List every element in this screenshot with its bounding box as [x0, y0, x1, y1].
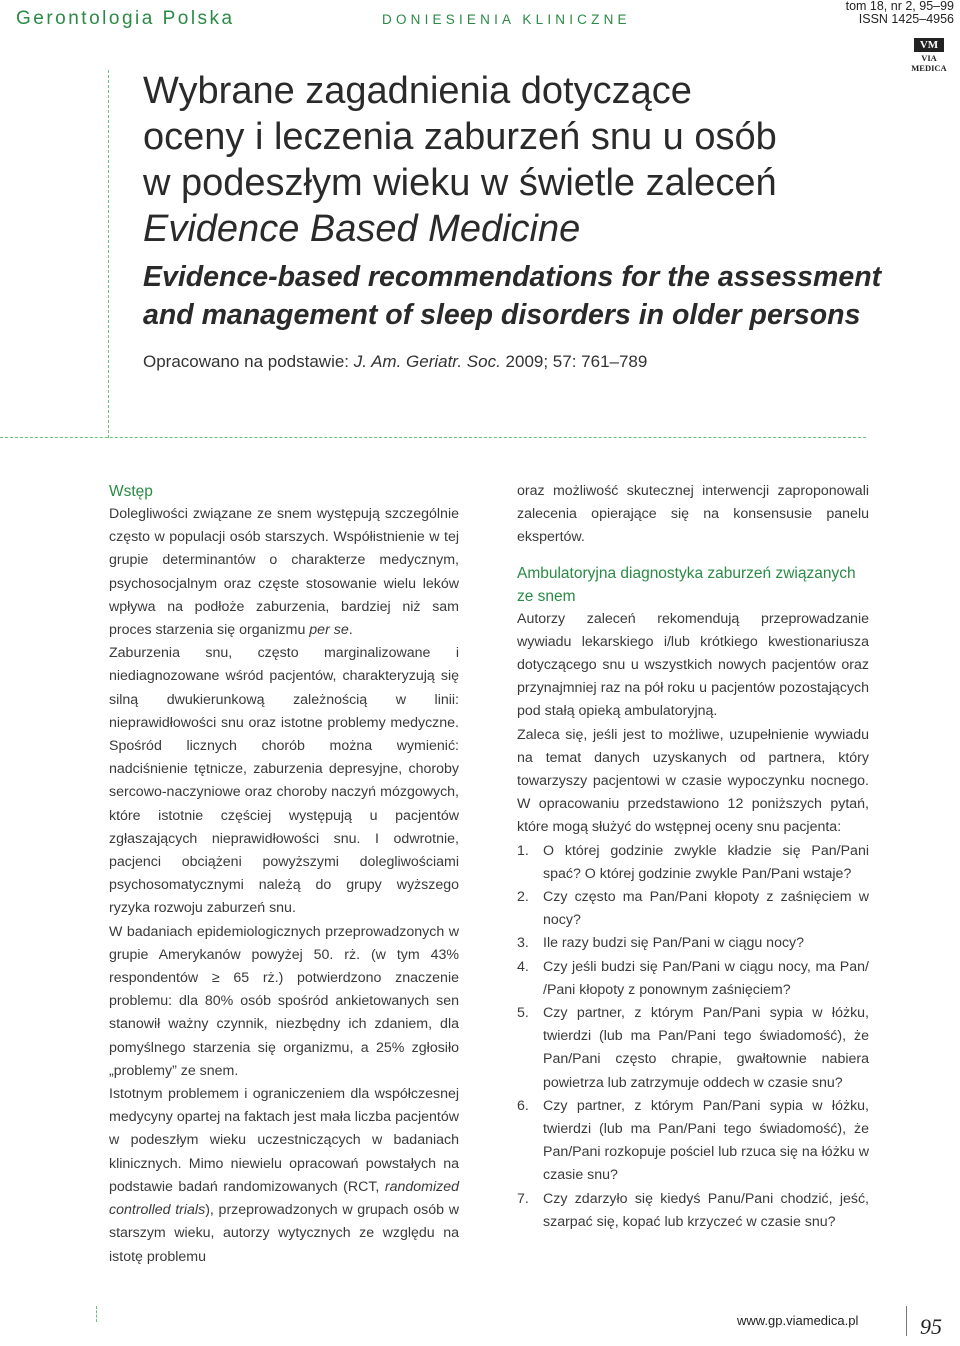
website-link[interactable]: www.gp.viamedica.pl: [737, 1313, 859, 1328]
subtitle-line: and management of sleep disorders in older persons: [143, 299, 861, 331]
paragraph-italic: per se: [309, 622, 349, 639]
paragraph: oraz możliwość skutecznej interwencji zaproponowali zalecenia opierające się na konsensusie panelu ekspertów.: [517, 483, 869, 546]
question-text: Czy partner, z którym Pan/Pani sypia w łóżku, twierdzi (lub ma Pan/Pani tego świadomość), że Pan/Pani często chrapie, gwałtownie nabiera powietrza lub zatrzymuje oddech w czasie snu?: [543, 1005, 869, 1091]
question-item: [517, 1188, 869, 1234]
question-text: Czy często ma Pan/Pani kłopoty z zaśnięciem w nocy?: [543, 889, 869, 929]
paragraph-text: Istotnym problemem i ograniczeniem dla współczesnej medycyny opartej na faktach jest mała liczba pacjentów w podeszłym wieku uczestniczących w badaniach klinicznych. Mimo niewielu opracowań powstałych na podstawie badań randomizowanych (RCT,: [109, 1086, 459, 1195]
right-column: [517, 480, 869, 1234]
article-subtitle: [143, 258, 923, 334]
question-list: [517, 840, 869, 1234]
question-number: 6.: [517, 1097, 529, 1114]
question-item: [517, 956, 869, 1002]
volume-info: [846, 0, 954, 26]
source-journal: J. Am. Geriatr. Soc.: [353, 352, 501, 371]
question-text: Czy zdarzyło się kiedyś Panu/Pani chodzić, jeść, szarpać się, kopać lub krzyczeć w czasie snu?: [543, 1190, 869, 1230]
article-title: [143, 68, 903, 252]
paragraph: Autorzy zaleceń rekomendują przeprowadzanie wywiadu lekarskiego i/lub krótkiego kwestionariusza dotyczącego snu u wszystkich nowych pacjentów oraz przynajmniej raz na pół roku u pacjentów pozostających pod stałą opieką ambulatoryjną.: [517, 610, 869, 720]
horizontal-dashed-rule: [0, 437, 866, 438]
publisher-mark: VM: [914, 38, 944, 52]
question-number: 4.: [517, 958, 529, 975]
volume-line: tom 18, nr 2, 95–99: [845, 0, 954, 13]
paragraph: [109, 1083, 459, 1269]
section-heading-intro: Wstęp: [109, 483, 153, 500]
question-item: [517, 1095, 869, 1188]
paragraph: W badaniach epidemiologicznych przeprowadzonych w grupie Amerykanów powyżej 50. rż. (w tym 43% respondentów ≥ 65 rż.) potwierdzono znaczenie problemu: dla 80% osób spośród ankietowanych sen stanowił ważny czynnik, niezbędny ich zdaniem, dla pomyślnego starzenia się organizmu, a 25% zgłosiło „problemy” ze snem.: [109, 923, 459, 1079]
title-line: w podeszłym wieku w świetle zaleceń: [143, 162, 777, 204]
section-heading-diagnostics: Ambulatoryjna diagnostyka zaburzeń związanych ze snem: [517, 564, 856, 605]
left-column: [109, 480, 459, 1269]
title-line: Wybrane zagadnienia dotyczące: [143, 70, 692, 112]
question-number: 3.: [517, 935, 529, 952]
paragraph: [109, 503, 459, 642]
source-citation: [143, 352, 647, 372]
publisher-logo: [904, 38, 954, 73]
source-prefix: Opracowano na podstawie:: [143, 352, 354, 371]
page-number: 95: [920, 1314, 942, 1339]
question-text: Ile razy budzi się Pan/Pani w ciągu nocy?: [543, 935, 805, 952]
publisher-name: VIA MEDICA: [911, 53, 947, 73]
question-text: O której godzinie zwykle kładzie się Pan/Pani spać? O której godzinie zwykle Pan/Pani wstaje?: [543, 842, 869, 882]
title-line: oceny i leczenia zaburzeń snu u osób: [143, 116, 777, 158]
question-text: Czy jeśli budzi się Pan/Pani w ciągu nocy, ma Pan/ /Pani kłopoty z ponownym zaśnięciem?: [543, 958, 869, 998]
question-item: [517, 1002, 869, 1095]
question-item: [517, 886, 869, 932]
footer-divider: [906, 1306, 907, 1336]
issn-line: ISSN 1425–4956: [858, 12, 954, 26]
question-number: 7.: [517, 1190, 529, 1207]
question-text: Czy partner, z którym Pan/Pani sypia w łóżku, twierdzi (lub ma Pan/Pani tego świadomość), że Pan/Pani rozkopuje pościel lub rzuca się na łóżku w czasie snu?: [543, 1097, 869, 1184]
paragraph-text: Dolegliwości związane ze snem występują szczególnie często w populacji osób starszych. Współistnienie w tej grupie determinantów o charakterze medycznym, psychosocjalnym oraz częste stosowanie wielu leków wpływa na podłoże zaburzenia, bardziej niż sam proces starzenia się organizmu: [109, 506, 459, 639]
subtitle-line: Evidence-based recommendations for the assessment: [143, 261, 882, 293]
paragraph: Zaleca się, jeśli jest to możliwe, uzupełnienie wywiadu na temat danych uzyskanych od partnera, który towarzyszy pacjentowi w czasie wypoczynku nocnego. W opracowaniu przedstawiono 12 poniższych pytań, które mogą służyć do wstępnej oceny snu pacjenta:: [517, 726, 869, 836]
question-item: [517, 840, 869, 886]
question-number: 5.: [517, 1005, 529, 1022]
paragraph-text: ), przeprowadzonych w grupach osób w starszym wieku, autorzy wytycznych ze względu na istotę problemu: [109, 1202, 459, 1265]
journal-name: Gerontologia Polska: [16, 8, 235, 29]
paragraph: Zaburzenia snu, często marginalizowane i niediagnozowane wśród pacjentów, charakteryzują się silną dwukierunkową zależnością w linii: nieprawidłowości snu oraz istotne problemy medyczne. Spośród licznych chorób można wymienić: nadciśnienie tętnicze, zaburzenia depresyjne, choroby sercowo-naczyniowe oraz choroby naczyń mózgowych, które istotnie częściej występują u pacjentów zgłaszających nieprawidłowości snu. I odwrotnie, pacjenci obciążeni powyższymi dolegliwościami psychosomatycznymi należą do grupy wyższego ryzyka rozwoju zaburzeń snu.: [109, 645, 459, 917]
footer-dashed-rule: [96, 1306, 97, 1322]
source-ref: 2009; 57: 761–789: [500, 352, 648, 371]
paragraph-italic: randomized controlled trials: [109, 1178, 459, 1219]
question-number: 2.: [517, 889, 529, 906]
question-number: 1.: [517, 842, 529, 859]
vertical-dashed-rule: [108, 70, 109, 438]
section-label: DONIESIENIA KLINICZNE: [382, 12, 631, 27]
title-line-ebm: Evidence Based Medicine: [143, 208, 581, 250]
question-item: [517, 932, 869, 955]
paragraph-text: .: [348, 622, 353, 639]
